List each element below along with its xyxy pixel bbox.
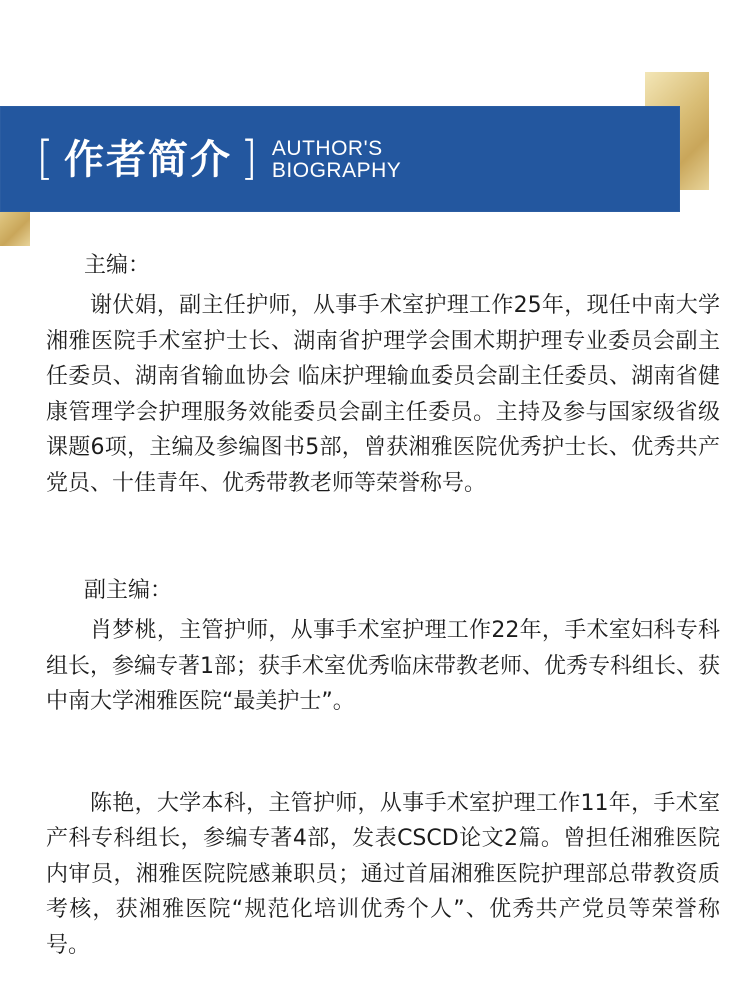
banner-title-group [36,130,401,190]
deputy-editor-bio-1: 肖梦桃，主管护师，从事手术室护理工作22年，手术室妇科专科组长，参编专著1部；获手术室优秀临床带教老师、优秀专科组长、获中南大学湘雅医院“最美护士”。 [46,618,720,714]
english-subtitle-line2: BIOGRAPHY [271,159,402,182]
deputy-editor-bio-2: 陈艳，大学本科，主管护师，从事手术室护理工作11年，手术室产科专科组长，参编专著4部，发表CSCD论文2篇。曾担任湘雅医院内审员，湘雅医院院感兼职员；通过首届湘雅医院护理部总带教资质考核，获湘雅医院“规范化培训优秀个人”、优秀共产党员等荣誉称号。 [46,790,720,958]
bracket-right: ] [239,131,258,185]
biography-content [46,244,720,963]
spacer [46,501,720,569]
editor-label: 主编： [84,253,151,278]
page-title: 作者简介 [63,137,232,183]
title-banner [0,106,680,212]
editor-bio: 谢伏娟，副主任护师，从事手术室护理工作25年，现任中南大学湘雅医院手术室护士长、湖南省护理学会围术期护理专业委员会副主任委员、湖南省输血协会 临床护理输血委员会副主任委员、湖南省健康管理学会护理服务效能委员会副主任委员。主持及参与国家级省级课题6项，主编及参编图书5部，曾获湘雅医院优秀护士长、优秀共产党员、十佳青年、优秀带教老师等荣誉称号。 [46,293,720,496]
deputy-editor-label: 副主编： [84,578,173,603]
spacer [46,720,720,786]
bracket-left: [ [36,131,54,185]
english-subtitle [272,138,401,182]
english-subtitle-line1: AUTHOR'S [271,137,383,160]
